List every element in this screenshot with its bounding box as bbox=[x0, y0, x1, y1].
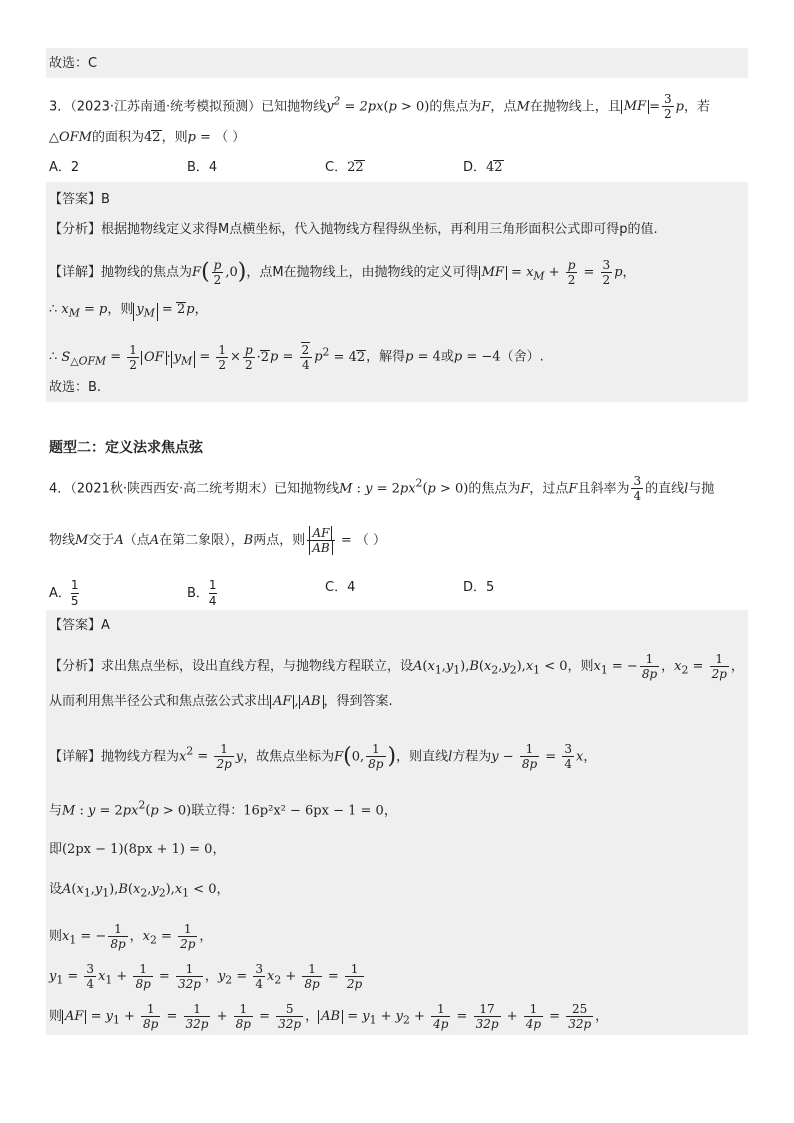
q3-analysis: 【分析】根据抛物线定义求得M点横坐标，代入抛物线方程得纵坐标，再利用三角形面积公式即可得p的值. bbox=[49, 222, 658, 237]
q3-detail-line1: 【详解】抛物线的焦点为F( $\frac{p}{2}$ ,0)，点M在抛物线上，由抛物线的定义可得 MF = $x_M$ + $\frac{p}{2}$ = $\frac{3}{2}$ p， bbox=[49, 258, 636, 287]
q4-stem-line2: 物线M交于A（点A在第二象限），B两点，则 $\frac{AF}{AB}$ = （ ） bbox=[49, 526, 387, 555]
q4-detail-line5: 则$x_1$ = − $\frac{1}{8p}$ ，$x_2$ = $\frac{1}{2p}$ ， bbox=[49, 922, 213, 951]
q4-analysis-line2: 从而利用焦半径公式和焦点弦公式求出 AF , AB ，得到答案. bbox=[49, 694, 393, 709]
section-title: 题型二：定义法求焦点弦 bbox=[49, 440, 203, 456]
q4-option-d[interactable]: D．5 bbox=[463, 580, 495, 595]
q3-detail-line3: ∴ $S_{\triangle OFM}$ = $\frac{1}{2}$ OF · $y_M$ = $\frac{1}{2}$ × $\frac{p}{2}$ ·2p = $\frac{2}{4}$ $p^2 = 42$，解得p = 4或p = −4（舍）. bbox=[49, 342, 544, 372]
q3-detail-line2: ∴ $x_M = p$，则 $y_M = 2p$， bbox=[49, 302, 208, 320]
q4-detail-line2: 与M : $y = 2px^2(p > 0)$联立得：16p²x² − 6px − 1 = 0， bbox=[49, 799, 397, 819]
q4-analysis-line1: 【分析】求出焦点坐标，设出直线方程，与抛物线方程联立，设$A(x_1,y_1),B(x_2,y_2),x_1 < 0$，则$x_1$ = − $\frac{1}{8p}$ ，$x_2$ = $\frac{1}{2p}$ ， bbox=[49, 652, 744, 681]
q3-option-c[interactable]: C．22 bbox=[325, 160, 364, 175]
q3-final: 故选：B. bbox=[49, 380, 102, 395]
q4-detail-line4: 设$A(x_1,y_1),B(x_2,y_2),x_1 < 0$， bbox=[49, 882, 230, 900]
q3-option-d[interactable]: D．42 bbox=[463, 160, 503, 175]
q4-option-b[interactable]: B． $\frac{1}{4}$ bbox=[187, 578, 217, 608]
q3-answer: 【答案】B bbox=[49, 192, 110, 207]
answer-block-prev bbox=[46, 48, 748, 78]
q3-option-a[interactable]: A．2 bbox=[49, 160, 80, 175]
q3-option-b[interactable]: B．4 bbox=[187, 160, 218, 175]
q4-option-a[interactable]: A． $\frac{1}{5}$ bbox=[49, 578, 79, 608]
q4-stem-line1: 4．（2021秋·陕西西安·高二统考期末）已知抛物线M : $y = 2px^2(p > 0)$的焦点为F，过点F且斜率为 $\frac{3}{4}$ 的直线l与抛 bbox=[49, 474, 715, 504]
q4-option-c[interactable]: C．4 bbox=[325, 580, 356, 595]
q4-detail-line1: 【详解】抛物线方程为$x^2$ = $\frac{1}{2p}$ y，故焦点坐标为F(0, $\frac{1}{8p}$ )，则直线l方程为y − $\frac{1}{8p}$ = $\frac{3}{4}$ x， bbox=[49, 742, 597, 772]
q4-detail-line3: 即(2px − 1)(8px + 1) = 0， bbox=[49, 842, 226, 857]
q4-detail-line7: 则 AF = $y_1$ + $\frac{1}{8p}$ = $\frac{1}{32p}$ + $\frac{1}{8p}$ = $\frac{5}{32p}$ ， AB = $y_1 + y_2$ + $\frac{1}{4p}$ = $\frac{17}{32p}$ + $\frac{1}{4p}$ = $\frac{25}{32p}$ ， bbox=[49, 1002, 609, 1031]
q4-detail-line6: $y_1$ = $\frac{3}{4}$ $x_1$ + $\frac{1}{8p}$ = $\frac{1}{32p}$ ，$y_2$ = $\frac{3}{4}$ $x_2$ + $\frac{1}{8p}$ = $\frac{1}{2p}$ bbox=[49, 962, 363, 991]
prev-answer: 故选：C bbox=[49, 56, 98, 71]
q3-stem-line1: 3．（2023·江苏南通·统考模拟预测）已知抛物线$y^2 = 2px(p > 0)$的焦点为F，点M在抛物线上，且 MF = $\frac{3}{2}$ p，若 bbox=[49, 92, 710, 122]
q4-answer: 【答案】A bbox=[49, 618, 110, 633]
q3-stem-line2: △OFM的面积为42，则p = （ ） bbox=[49, 130, 246, 145]
